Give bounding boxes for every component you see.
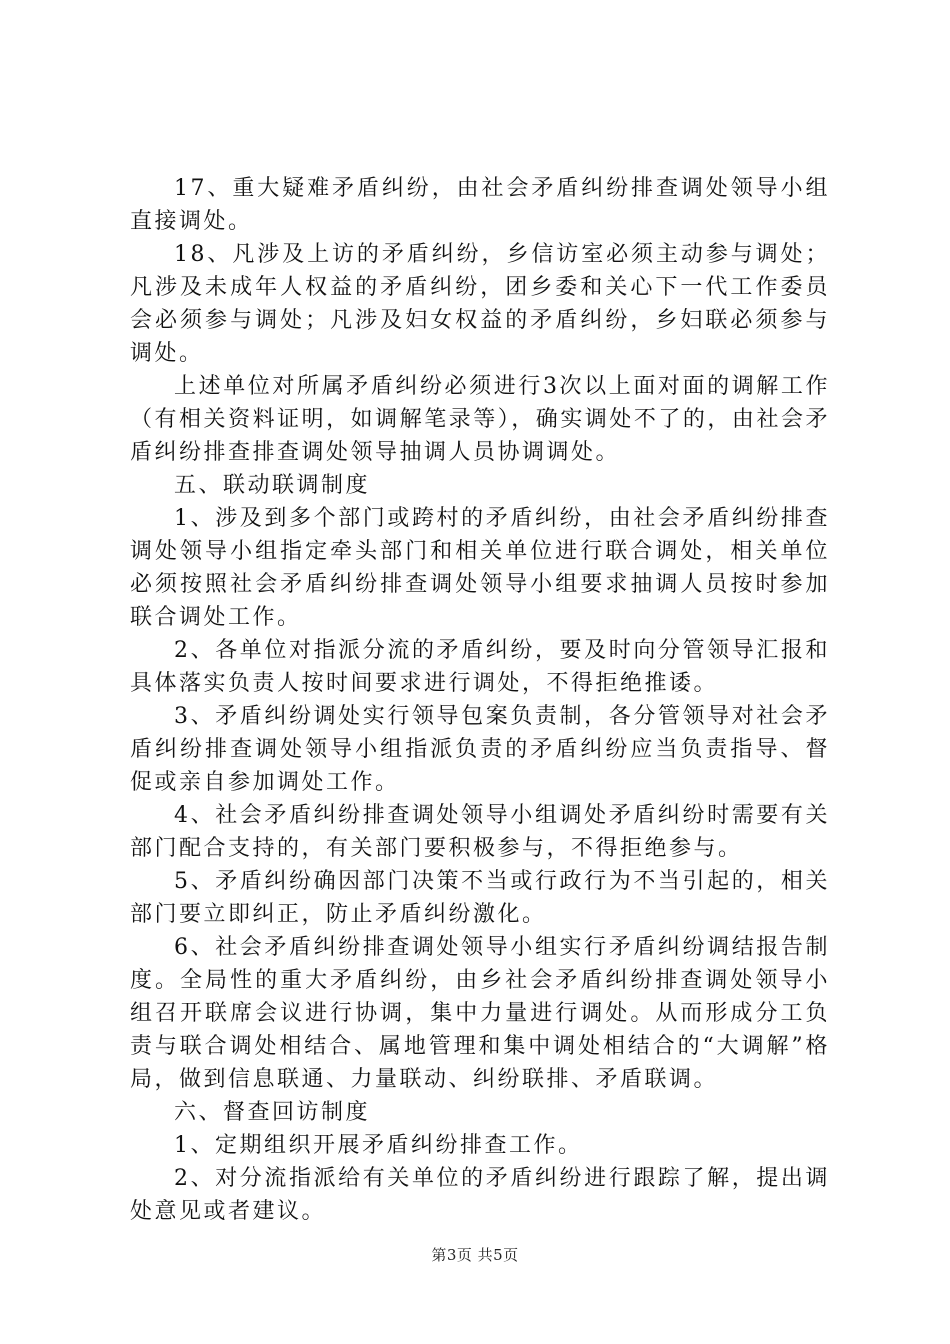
- paragraph-5-3: 3、矛盾纠纷调处实行领导包案负责制，各分管领导对社会矛盾纠纷排查调处领导小组指派负责的矛盾纠纷应当负责指导、督促或亲自参加调处工作。: [130, 704, 830, 795]
- section-heading-5: 五、联动联调制度: [174, 473, 371, 498]
- paragraph-17: 17、重大疑难矛盾纠纷，由社会矛盾纠纷排查调处领导小组直接调处。: [130, 176, 830, 234]
- paragraph-5-2: 2、各单位对指派分流的矛盾纠纷，要及时向分管领导汇报和具体落实负责人按时间要求进行调处，不得拒绝推诿。: [130, 638, 830, 696]
- section-heading-6: 六、督查回访制度: [174, 1100, 371, 1125]
- paragraph-5-1: 1、涉及到多个部门或跨村的矛盾纠纷，由社会矛盾纠纷排查调处领导小组指定牵头部门和相关单位进行联合调处，相关单位必须按照社会矛盾纠纷排查调处领导小组要求抽调人员按时参加联合调处工作。: [130, 506, 830, 630]
- paragraph-mediation-note: 上述单位对所属矛盾纠纷必须进行3次以上面对面的调解工作（有相关资料证明，如调解笔录等），确实调处不了的，由社会矛盾纠纷排查排查调处领导抽调人员协调调处。: [130, 374, 830, 465]
- page-number-footer: 第3页 共5页: [431, 1246, 519, 1264]
- paragraph-5-4: 4、社会矛盾纠纷排查调处领导小组调处矛盾纠纷时需要有关部门配合支持的，有关部门要积极参与，不得拒绝参与。: [130, 803, 830, 861]
- document-body: [130, 172, 830, 1228]
- paragraph-6-2: 2、对分流指派给有关单位的矛盾纠纷进行跟踪了解，提出调处意见或者建议。: [130, 1166, 830, 1224]
- paragraph-5-6: 6、社会矛盾纠纷排查调处领导小组实行矛盾纠纷调结报告制度。全局性的重大矛盾纠纷，由乡社会矛盾纠纷排查调处领导小组召开联席会议进行协调，集中力量进行调处。从而形成分工负责与联合调处相结合、属地管理和集中调处相结合的“大调解”格局，做到信息联通、力量联动、纠纷联排、矛盾联调。: [130, 935, 830, 1092]
- paragraph-6-1: 1、定期组织开展矛盾纠纷排查工作。: [174, 1133, 583, 1158]
- paragraph-5-5: 5、矛盾纠纷确因部门决策不当或行政行为不当引起的，相关部门要立即纠正，防止矛盾纠纷激化。: [130, 869, 830, 927]
- paragraph-18: 18、凡涉及上访的矛盾纠纷，乡信访室必须主动参与调处；凡涉及未成年人权益的矛盾纠纷，团乡委和关心下一代工作委员会必须参与调处；凡涉及妇女权益的矛盾纠纷，乡妇联必须参与调处。: [130, 242, 830, 366]
